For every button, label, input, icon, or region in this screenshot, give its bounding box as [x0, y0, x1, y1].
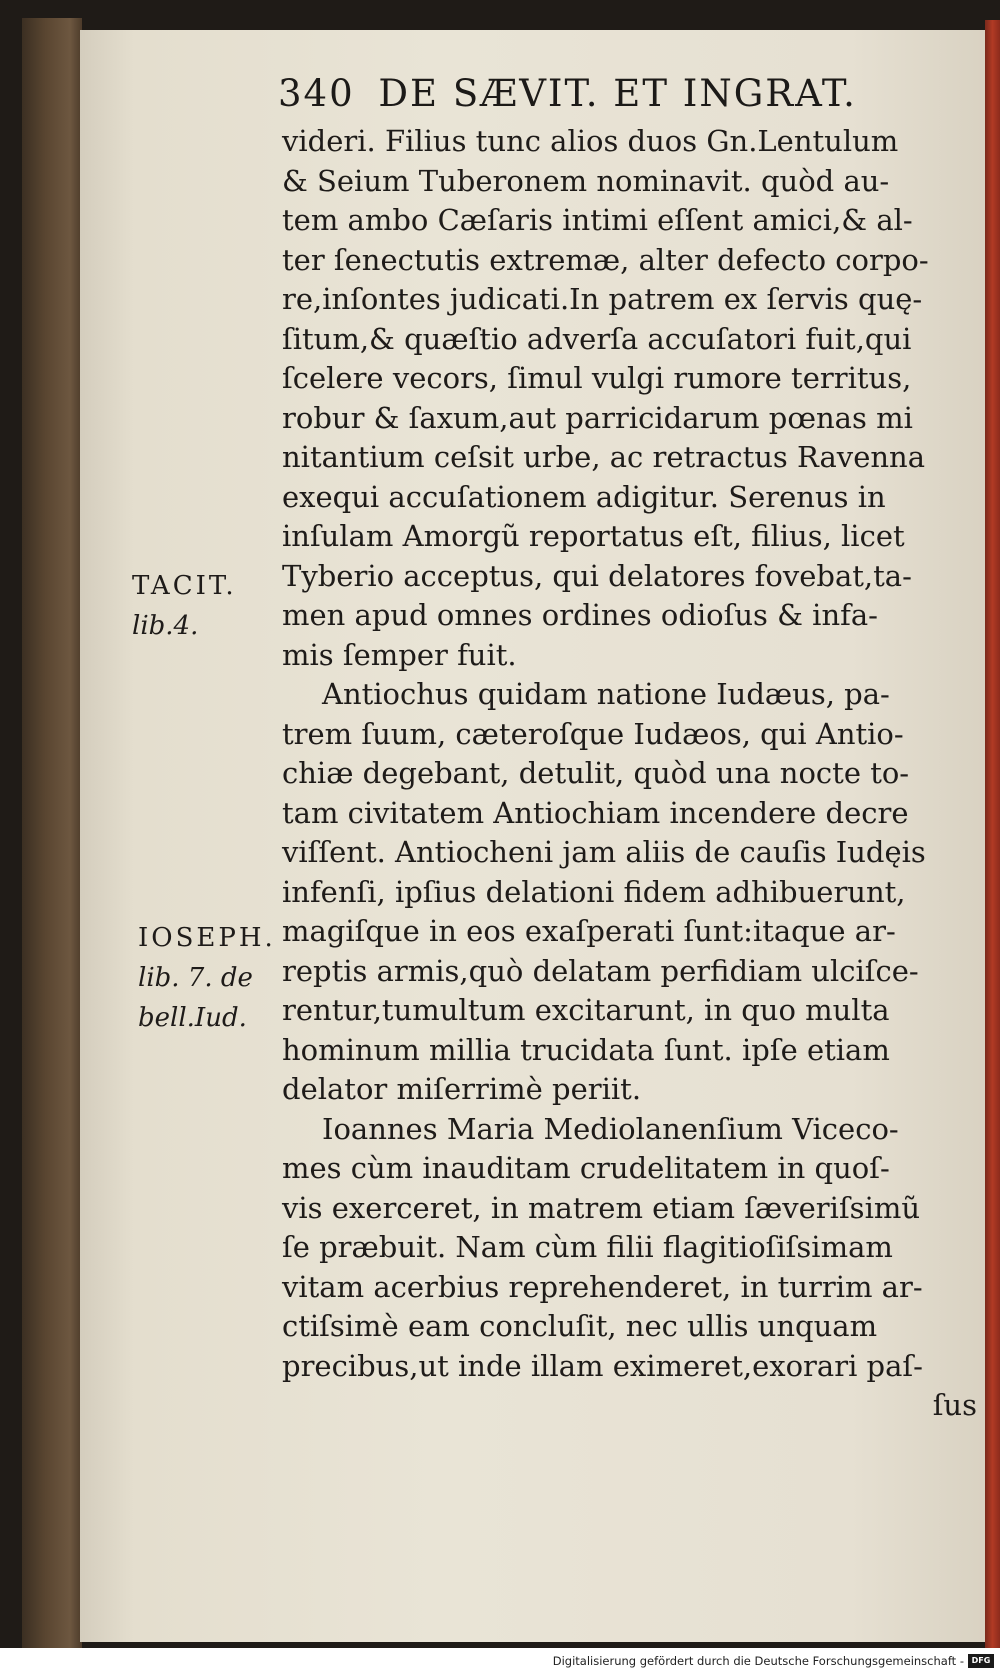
running-header	[278, 72, 938, 115]
text-line: delator miſerrimè periit.	[282, 1072, 642, 1106]
text-line: reptis armis,quò delatam perfidiam ulciſce-	[282, 953, 919, 988]
text-line: ſcelere vecors, ſimul vulgi rumore territus,	[282, 361, 912, 395]
text-line: chiæ degebant, detulit, quòd una nocte to-	[282, 756, 910, 790]
footer-credit: Digitalisierung gefördert durch die Deutsche Forschungsgemeinschaft -	[552, 1654, 964, 1668]
text-line: ſitum,& quæſtio adverſa accuſatori fuit,qui	[282, 321, 912, 356]
text-line: exequi accuſationem adigitur. Serenus in	[282, 479, 886, 514]
page-number: 340	[278, 72, 355, 115]
margin-note-reference: lib.4.	[132, 611, 199, 641]
text-line: rentur,tumultum excitarunt, in quo multa	[282, 993, 890, 1027]
text-line: Tyberio acceptus, qui delatores fovebat,ta-	[282, 558, 912, 593]
text-line: precibus,ut inde illam eximeret,exorari paſ-	[282, 1348, 923, 1383]
margin-note-reference: lib. 7. de	[138, 963, 253, 993]
text-line: mes cùm inauditam crudelitatem in quoſ-	[282, 1151, 890, 1185]
margin-note-author: TACIT.	[132, 571, 237, 601]
main-text-block	[282, 122, 987, 1426]
catchword: ſus	[932, 1388, 977, 1422]
text-line: videri. Filius tunc alios duos Gn.Lentulum	[282, 124, 899, 158]
text-line: vis exerceret, in matrem etiam ſæveriſsimũ	[282, 1190, 921, 1225]
text-line: tam civitatem Antiochiam incendere decre	[282, 795, 909, 830]
text-line: infenſi, ipſius delationi fidem adhibuerunt,	[282, 874, 906, 909]
text-line: trem ſuum, cæteroſque Iudæos, qui Antio-	[282, 716, 904, 751]
text-line: ſe præbuit. Nam cùm filii flagitioſiſsimam	[282, 1230, 893, 1264]
text-line: Ioannes Maria Mediolanenſium Viceco-	[322, 1111, 899, 1146]
text-line: re,inſontes judicati.In patrem ex ſervis quę-	[282, 282, 923, 316]
text-line: Antiochus quidam natione Iudæus, pa-	[322, 677, 890, 711]
page-edge-marker	[985, 20, 1000, 1648]
text-line: nitantium ceſsit urbe, ac retractus Ravenna	[282, 440, 925, 474]
text-line: tem ambo Cæſaris intimi eſſent amici,& al-	[282, 203, 913, 237]
margin-note-author: IOSEPH.	[138, 923, 276, 953]
text-line: vitam acerbius reprehenderet, in turrim ar-	[282, 1269, 923, 1304]
text-line: mis ſemper fuit.	[282, 637, 517, 672]
margin-note-reference: bell.Iud.	[138, 1003, 247, 1033]
running-title: DE SÆVIT. ET INGRAT.	[378, 72, 857, 115]
text-line: magiſque in eos exaſperati ſunt:itaque ar-	[282, 914, 896, 948]
text-line: inſulam Amorgũ reportatus eſt, filius, licet	[282, 519, 905, 553]
text-line: robur & ſaxum,aut parricidarum pœnas mi	[282, 400, 913, 435]
text-line: men apud omnes ordines odioſus & infa-	[282, 598, 878, 632]
book-spine	[22, 18, 82, 1648]
text-line: ctiſsimè eam concluſit, nec ullis unquam	[282, 1309, 878, 1343]
text-line: viſſent. Antiocheni jam aliis de cauſis Iudęis	[282, 835, 926, 869]
margin-note-josephus	[138, 918, 276, 1038]
text-line: hominum millia trucidata ſunt. ipſe etiam	[282, 1032, 890, 1067]
margin-note-tacitus	[132, 566, 237, 646]
text-line: & Seium Tuberonem nominavit. quòd au-	[282, 163, 890, 198]
text-line: ter ſenectutis extremæ, alter defecto corpo-	[282, 242, 929, 277]
dfg-logo: DFG	[968, 1654, 994, 1668]
